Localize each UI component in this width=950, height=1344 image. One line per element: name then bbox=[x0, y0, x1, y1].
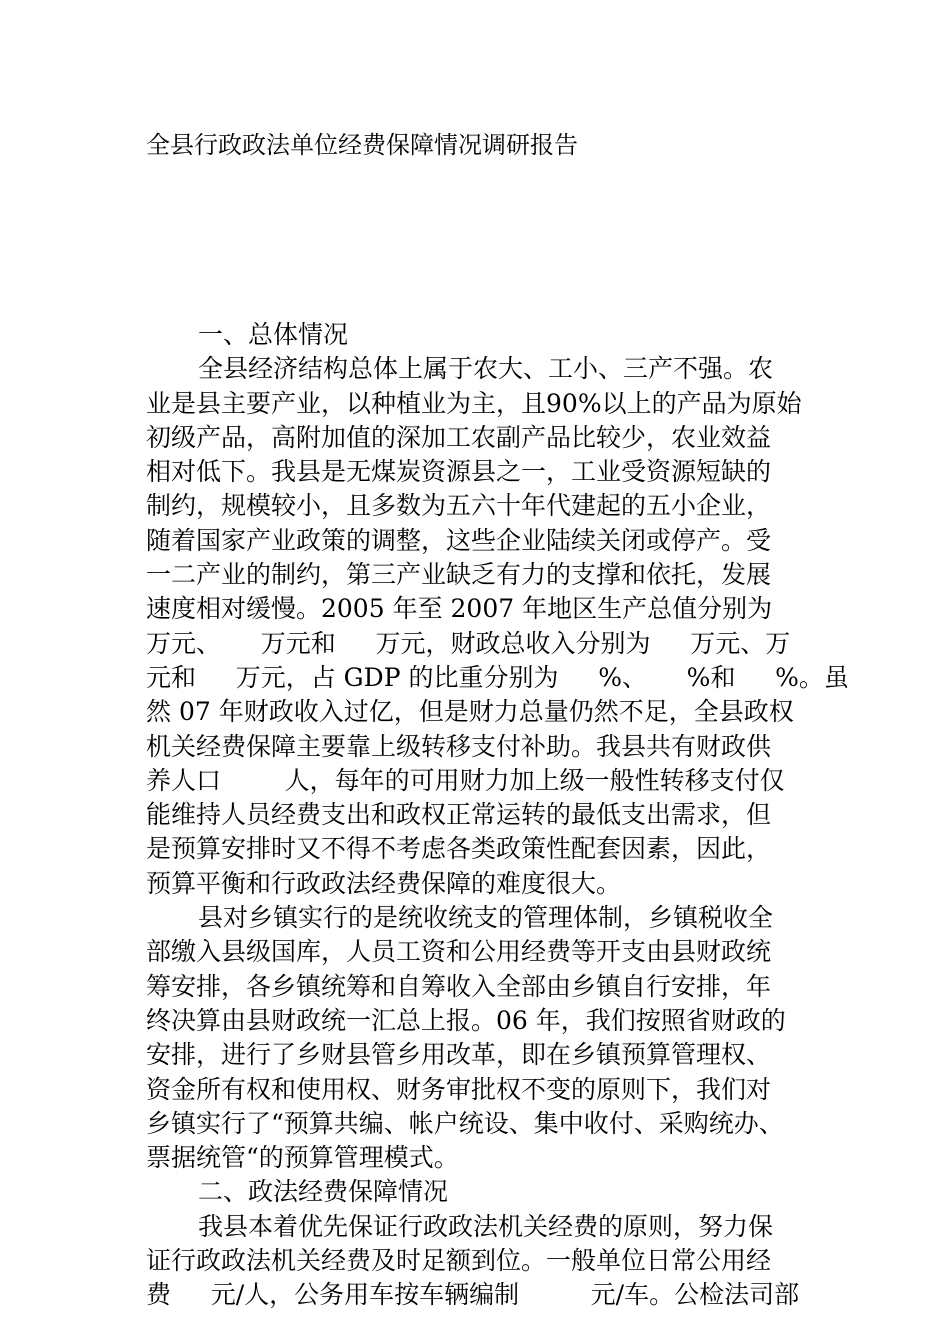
paragraph-line: 制约，规模较小，且多数为五六十年代建起的五小企业， bbox=[146, 491, 772, 521]
paragraph-line: 费 元/人，公务用车按车辆编制 元/车。公检法司部 bbox=[146, 1280, 800, 1310]
paragraph-line: 我县本着优先保证行政政法机关经费的原则，努力保 bbox=[198, 1211, 774, 1241]
document-body bbox=[146, 318, 849, 1313]
paragraph-line: 元和 万元，占 GDP 的比重分别为 %、 %和 %。虽 bbox=[146, 662, 849, 692]
paragraph-line: 养人口 人，每年的可用财力加上级一般性转移支付仅 bbox=[146, 765, 785, 795]
paragraph-line: 一二产业的制约，第三产业缺乏有力的支撑和依托，发展 bbox=[146, 560, 772, 590]
paragraph-line: 预算平衡和行政政法经费保障的难度很大。 bbox=[146, 868, 622, 898]
document-title: 全县行政政法单位经费保障情况调研报告 bbox=[146, 131, 578, 159]
paragraph-line: 筹安排，各乡镇统筹和自筹收入全部由乡镇自行安排，年 bbox=[146, 971, 772, 1001]
paragraph-line: 乡镇实行了“预算共编、帐户统设、集中收付、采购统办、 bbox=[146, 1108, 784, 1138]
paragraph-line: 安排，进行了乡财县管乡用改革，即在乡镇预算管理权、 bbox=[146, 1040, 772, 1070]
paragraph-line: 相对低下。我县是无煤炭资源县之一，工业受资源短缺的 bbox=[146, 457, 772, 487]
paragraph-line: 然 07 年财政收入过亿，但是财力总量仍然不足，全县政权 bbox=[146, 697, 794, 727]
paragraph-line: 初级产品，高附加值的深加工农副产品比较少，农业效益 bbox=[146, 422, 772, 452]
paragraph-line: 万元、 万元和 万元，财政总收入分别为 万元、万 bbox=[146, 628, 791, 658]
paragraph-line: 能维持人员经费支出和政权正常运转的最低支出需求，但 bbox=[146, 800, 772, 830]
section-heading: 一、总体情况 bbox=[198, 320, 349, 349]
paragraph-line: 速度相对缓慢。2005 年至 2007 年地区生产总值分别为 bbox=[146, 594, 773, 624]
paragraph-line: 县对乡镇实行的是统收统支的管理体制，乡镇税收全 bbox=[198, 903, 774, 933]
paragraph-line: 业是县主要产业，以种植业为主，且90%以上的产品为原始 bbox=[146, 388, 802, 418]
paragraph-line: 资金所有权和使用权、财务审批权不变的原则下，我们对 bbox=[146, 1074, 772, 1104]
paragraph-line: 部缴入县级国库，人员工资和公用经费等开支由县财政统 bbox=[146, 937, 772, 967]
section-heading: 二、政法经费保障情况 bbox=[198, 1177, 449, 1207]
paragraph-line: 全县经济结构总体上属于农大、工小、三产不强。农 bbox=[198, 354, 774, 384]
paragraph-line: 随着国家产业政策的调整，这些企业陆续关闭或停产。受 bbox=[146, 525, 772, 555]
paragraph-line: 机关经费保障主要靠上级转移支付补助。我县共有财政供 bbox=[146, 731, 772, 761]
paragraph-line: 是预算安排时又不得不考虑各类政策性配套因素，因此， bbox=[146, 834, 772, 864]
paragraph-line: 终决算由县财政统一汇总上报。06 年，我们按照省财政的 bbox=[146, 1005, 786, 1035]
paragraph-line: 证行政政法机关经费及时足额到位。一般单位日常公用经 bbox=[146, 1246, 772, 1276]
paragraph-line: 票据统管“的预算管理模式。 bbox=[146, 1143, 459, 1173]
